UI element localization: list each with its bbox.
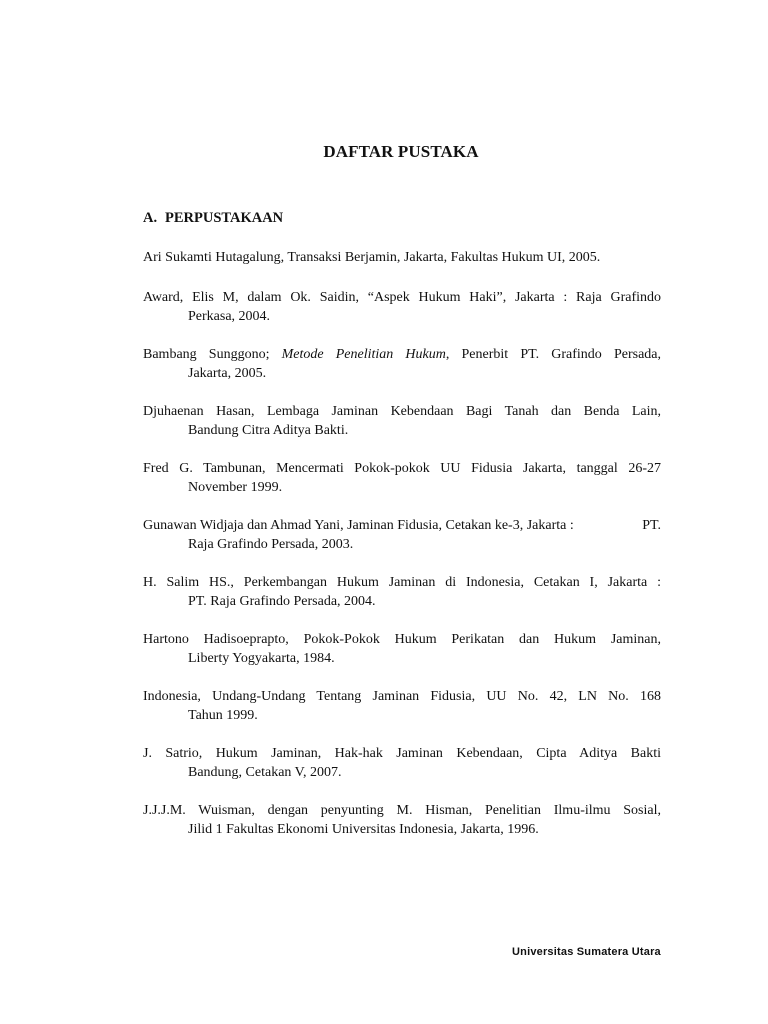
reference-continuation: November 1999. (188, 480, 283, 495)
section-heading (143, 210, 283, 227)
section-letter: A. (143, 210, 158, 226)
reference-continuation: Liberty Yogyakarta, 1984. (188, 651, 335, 666)
reference-entry (143, 801, 661, 839)
reference-line (143, 345, 661, 364)
reference-line: Fred G. Tambunan, Mencermati Pokok-pokok UU Fidusia Jakarta, tanggal 26-27 (143, 461, 661, 476)
reference-continuation: Bandung, Cetakan V, 2007. (188, 765, 342, 780)
reference-title-italic: Metode Penelitian Hukum (281, 347, 446, 362)
reference-entry (143, 573, 661, 611)
reference-continuation: Jakarta, 2005. (188, 366, 267, 381)
reference-continuation: Tahun 1999. (188, 708, 258, 723)
reference-continuation: Perkasa, 2004. (188, 309, 271, 324)
reference-continuation: PT. Raja Grafindo Persada, 2004. (188, 594, 376, 609)
reference-entry (143, 459, 661, 497)
reference-line: H. Salim HS., Perkembangan Hukum Jaminan di Indonesia, Cetakan I, Jakarta : (143, 575, 661, 590)
reference-line: Award, Elis M, dalam Ok. Saidin, “Aspek Hukum Haki”, Jakarta : Raja Grafindo (143, 290, 661, 305)
reference-entry (143, 248, 661, 267)
reference-text: Gunawan Widjaja dan Ahmad Yani, Jaminan Fidusia, Cetakan ke-3, Jakarta : (143, 518, 574, 533)
reference-continuation: Raja Grafindo Persada, 2003. (188, 537, 354, 552)
reference-author: Bambang Sunggono; (143, 347, 282, 362)
reference-entry (143, 630, 661, 668)
reference-publisher: , Penerbit PT. Grafindo Persada, (445, 347, 661, 362)
reference-line: Djuhaenan Hasan, Lembaga Jaminan Kebendaan Bagi Tanah dan Benda Lain, (143, 404, 661, 419)
reference-entry (143, 345, 661, 383)
reference-entry (143, 744, 661, 782)
reference-entry (143, 402, 661, 440)
reference-entry (143, 687, 661, 725)
reference-publisher-prefix: PT. (642, 518, 661, 533)
reference-line: Hartono Hadisoeprapto, Pokok-Pokok Hukum Perikatan dan Hukum Jaminan, (143, 632, 661, 647)
reference-line: Indonesia, Undang-Undang Tentang Jaminan Fidusia, UU No. 42, LN No. 168 (143, 689, 661, 704)
reference-line: J.J.J.M. Wuisman, dengan penyunting M. Hisman, Penelitian Ilmu-ilmu Sosial, (143, 803, 661, 818)
reference-line: Ari Sukamti Hutagalung, Transaksi Berjamin, Jakarta, Fakultas Hukum UI, 2005. (143, 250, 601, 265)
footer-institution: Universitas Sumatera Utara (512, 946, 661, 958)
reference-entry (143, 516, 661, 554)
reference-continuation: Bandung Citra Aditya Bakti. (188, 423, 349, 438)
reference-entry (143, 288, 661, 326)
section-heading-text: PERPUSTAKAAN (165, 210, 284, 226)
page-title: DAFTAR PUSTAKA (323, 142, 479, 161)
reference-line: J. Satrio, Hukum Jaminan, Hak-hak Jaminan Kebendaan, Cipta Aditya Bakti (143, 746, 661, 761)
reference-line (143, 516, 661, 535)
reference-continuation: Jilid 1 Fakultas Ekonomi Universitas Indonesia, Jakarta, 1996. (188, 822, 539, 837)
